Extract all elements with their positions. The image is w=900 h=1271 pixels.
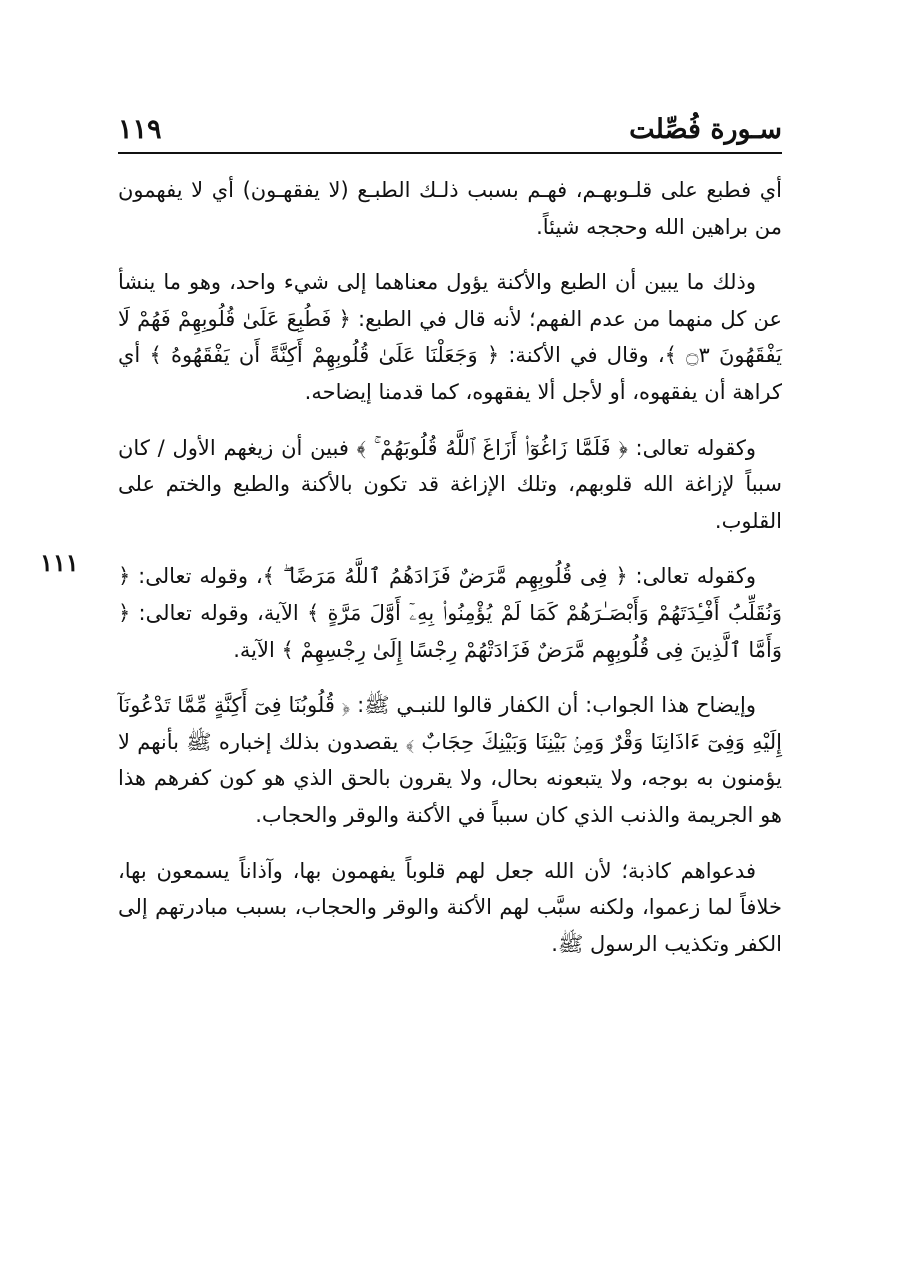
page-header	[118, 108, 782, 154]
paragraph-4: وكقوله تعالى: ﴿ فِى قُلُوبِهِم مَّرَضٌ فَزَادَهُمُ ٱللَّهُ مَرَضًا ۖ ﴾، وقوله تعالى: ﴿ وَنُقَلِّبُ أَفْـِٔدَتَهُمْ وَأَبْصَـٰرَهُمْ كَمَا لَمْ يُؤْمِنُوا۟ بِهِۦٓ أَوَّلَ مَرَّةٍ ﴾ الآية، وقوله تعالى: ﴿ وَأَمَّا ٱلَّذِينَ فِى قُلُوبِهِم مَّرَضٌ فَزَادَتْهُمْ رِجْسًا إِلَىٰ رِجْسِهِمْ ﴾ الآية.	[118, 564, 782, 662]
margin-page-reference: ١١١	[40, 548, 79, 577]
paragraph-5: وإيضاح هذا الجواب: أن الكفار قالوا للنبـي ﷺ: ﴿ قُلُوبُنَا فِىٓ أَكِنَّةٍ مِّمَّا تَدْعُونَآ إِلَيْهِ وَفِىٓ ءَاذَانِنَا وَقْرٌ وَمِنۢ بَيْنِنَا وَبَيْنِكَ حِجَابٌ ﴾ يقصدون بذلك إخباره ﷺ بأنهم لا يؤمنون به بوجه، ولا يتبعونه بحال، ولا يقرون بالحق الذي هو كون كفرهم هذا هو الجريمة والذنب الذي كان سبباً في الأكنة والوقر والحجاب.	[118, 693, 782, 827]
paragraph-6: فدعواهم كاذبة؛ لأن الله جعل لهم قلوباً يفهمون بها، وآذاناً يسمعون بها، خلافاً لما زعموا، ولكنه سبَّب لهم الأكنة والوقر والحجاب، بسبب مبادرتهم إلى الكفر وتكذيب الرسول ﷺ.	[118, 858, 782, 956]
running-title: سـورة فُصِّلت	[629, 114, 782, 145]
page-number: ١١٩	[118, 114, 162, 145]
body-text	[118, 172, 782, 981]
paragraph-2: وذلك ما يبين أن الطبع والأكنة يؤول معناهما إلى شيء واحد، وهو ما ينشأ عن كل منهما من عدم الفهم؛ لأنه قال في الطبع: ﴿ فَطُبِعَ عَلَىٰ قُلُوبِهِمْ فَهُمْ لَا يَفْقَهُونَ ۝٣ ﴾، وقال في الأكنة: ﴿ وَجَعَلْنَا عَلَىٰ قُلُوبِهِمْ أَكِنَّةً أَن يَفْقَهُوهُ ﴾ أي كراهة أن يفقهوه، أو لأجل ألا يفقهوه، كما قدمنا إيضاحه.	[118, 270, 783, 404]
header-divider	[118, 152, 782, 154]
paragraph-3: وكقوله تعالى: ﴿ فَلَمَّا زَاغُوٓا۟ أَزَاغَ ٱللَّهُ قُلُوبَهُمْ ۚ ﴾ فبين أن زيغهم الأول / كان سبباً لإزاغة الله قلوبهم، وتلك الإزاغة قد تكون بالأكنة والطبع والختم على القلوب.	[118, 435, 782, 533]
paragraph-1: أي فطبع على قلـوبهـم، فهـم بسبب ذلـك الطبـع (لا يفقهـون) أي لا يفهمون من براهين الله وحججه شيئاً.	[118, 178, 782, 239]
